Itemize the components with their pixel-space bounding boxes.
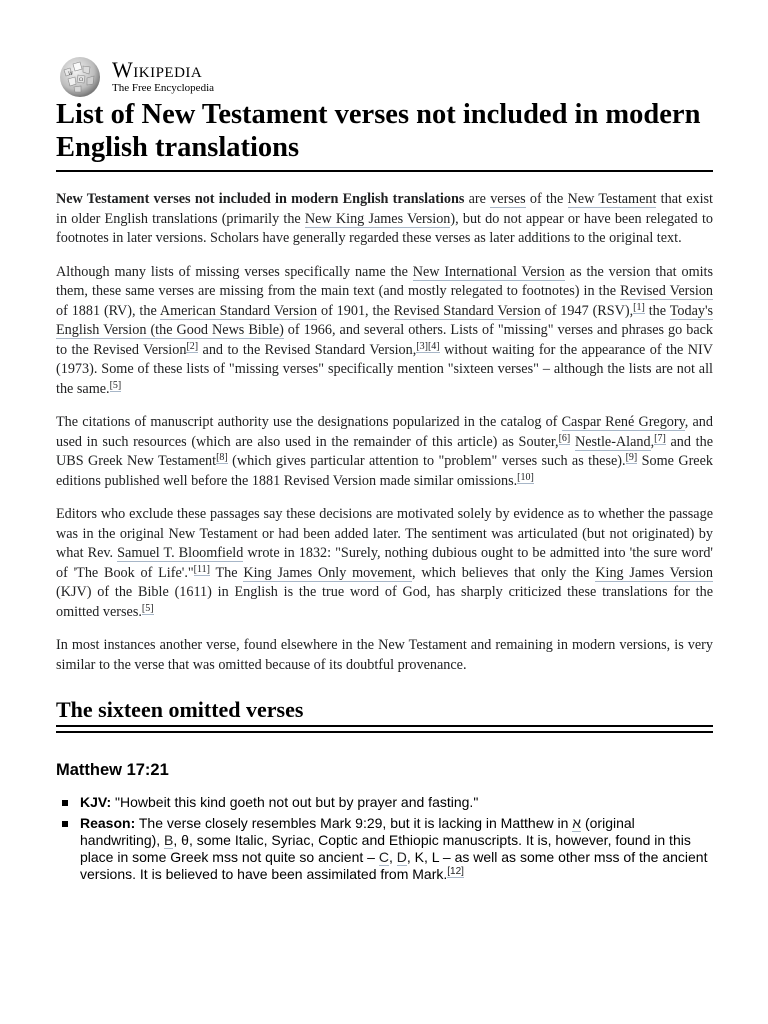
link-king-james-only-movement[interactable]: King James Only movement bbox=[243, 564, 413, 581]
site-tagline: The Free Encyclopedia bbox=[112, 81, 215, 94]
text: , bbox=[650, 433, 655, 450]
intro-paragraph-4 bbox=[56, 505, 713, 622]
intro-paragraph-1 bbox=[56, 190, 713, 249]
citation-2[interactable]: [2] bbox=[186, 340, 199, 352]
kjv-label: KJV: bbox=[80, 794, 112, 810]
text: , which believes that only the bbox=[412, 564, 596, 581]
intro-paragraph-2 bbox=[56, 263, 713, 400]
text: , θ, some Italic, Syriac, Coptic and Ethiopic manuscripts. It is, however, found in this place in some Greek mss not quite so ancient – bbox=[80, 832, 691, 865]
text: Some Greek editions published well before the 1881 Revised Version made similar omissions. bbox=[56, 453, 713, 489]
text: of 1947 (RSV), bbox=[540, 302, 634, 319]
bold-term: New Testament verses not included in modern English translations bbox=[56, 191, 465, 207]
citation-9[interactable]: [9] bbox=[625, 452, 638, 463]
text: as the version that omits them, these same verses are missing from the main text (and mostly relegated to footnotes) in the bbox=[56, 263, 714, 299]
citation-8[interactable]: [8] bbox=[216, 452, 228, 463]
link-king-james-version[interactable]: King James Version bbox=[595, 564, 713, 581]
link-nestle-aland[interactable]: Nestle-Aland bbox=[574, 433, 651, 450]
citation-7[interactable]: [7] bbox=[654, 432, 666, 444]
link-codex-b[interactable]: B bbox=[164, 832, 174, 848]
citation-6[interactable]: [6] bbox=[558, 432, 571, 444]
citation-10[interactable]: [10] bbox=[517, 471, 534, 483]
text: , bbox=[388, 849, 397, 865]
text: (which gives particular attention to "problem" verses such as these). bbox=[227, 453, 626, 469]
text: and to the Revised Standard Version, bbox=[198, 341, 417, 358]
link-new-testament[interactable]: New Testament bbox=[567, 191, 657, 207]
wikipedia-globe-icon[interactable] bbox=[56, 54, 104, 98]
list-item-kjv bbox=[80, 794, 713, 811]
citation-5[interactable]: [5] bbox=[109, 379, 122, 391]
text: are bbox=[464, 191, 491, 207]
text: The verse closely resembles Mark 9:29, but it is lacking in Matthew in bbox=[135, 815, 573, 831]
citation-12[interactable]: [12] bbox=[447, 866, 464, 877]
text: Editors who exclude these passages say these decisions are motivated solely by evidence as to whether the passage was in the original New Testament or had been added later. The sentiment was articulated (but not originated) by what Rev. bbox=[56, 506, 713, 561]
intro-paragraph-5: In most instances another verse, found elsewhere in the New Testament and remaining in modern versions, is very similar to the verse that was omitted because of its doubtful provenance. bbox=[56, 637, 713, 673]
link-revised-standard-version[interactable]: Revised Standard Version bbox=[393, 302, 541, 319]
section-divider bbox=[56, 731, 713, 733]
text: The citations of manuscript authority use the designations popularized in the catalog of bbox=[56, 414, 562, 430]
text: , K, L – as well as some other mss of the ancient versions. It is believed to have been assimilated from Mark. bbox=[80, 849, 708, 882]
citation-4[interactable]: [4] bbox=[427, 340, 440, 352]
article-content bbox=[56, 98, 713, 887]
link-codex-d[interactable]: D bbox=[396, 849, 407, 865]
subsection-heading: Matthew 17:21 bbox=[56, 761, 169, 779]
text: without waiting for the appearance of the NIV (1973). Some of these lists of "missing verses" specifically mention "sixteen verses" – although the lists are not all the same. bbox=[56, 341, 713, 397]
verse-details-list bbox=[56, 794, 713, 883]
section-heading: The sixteen omitted verses bbox=[56, 697, 713, 727]
reason-label: Reason: bbox=[80, 815, 136, 831]
text: Although many lists of missing verses specifically name the bbox=[56, 263, 413, 280]
citation-3[interactable]: [3] bbox=[416, 340, 428, 352]
citation-1[interactable]: [1] bbox=[633, 301, 645, 313]
text: wrote in 1832: "Surely, nothing dubious ought to be admitted into 'the sure word' of 'The Book of Life'." bbox=[56, 545, 713, 581]
link-todays-english-version[interactable]: Today's English Version (the Good News Bible) bbox=[56, 302, 714, 338]
svg-text:W: W bbox=[68, 71, 74, 77]
citation-11[interactable]: [11] bbox=[193, 563, 210, 575]
link-new-international-version[interactable]: New International Version bbox=[412, 263, 565, 280]
text: ), but do not appear or have been relegated to footnotes in later versions. Scholars have generally regarded these verses as later additions to the original text. bbox=[56, 210, 713, 246]
link-revised-version[interactable]: Revised Version bbox=[620, 283, 714, 299]
link-verses[interactable]: verses bbox=[490, 191, 526, 207]
site-header bbox=[56, 54, 214, 98]
link-caspar-rene-gregory[interactable]: Caspar René Gregory bbox=[561, 414, 685, 430]
intro-paragraph-3 bbox=[56, 413, 713, 491]
list-item-reason bbox=[80, 815, 713, 883]
svg-text:Ω: Ω bbox=[79, 77, 84, 83]
page-title: List of New Testament verses not included in modern English translations bbox=[56, 98, 713, 172]
text: that exist in older English translations (primarily the bbox=[56, 191, 713, 227]
text: the bbox=[644, 302, 670, 319]
text: (KJV) of the Bible (1611) in English is the true word of God, has sharply criticized these translations for the omitted verses. bbox=[56, 584, 713, 620]
text: of 1966, and several others. Lists of "missing" verses and phrases go back to the Revised Version bbox=[56, 322, 714, 358]
text: of the bbox=[525, 191, 568, 207]
text: , and used in such resources (which are also used in the remainder of this article) as Souter, bbox=[56, 414, 713, 450]
link-new-king-james-version[interactable]: New King James Version bbox=[304, 210, 451, 227]
site-name: Wikipedia bbox=[112, 56, 203, 82]
citation-5b[interactable]: [5] bbox=[141, 602, 154, 614]
text: and the UBS Greek New Testament bbox=[56, 433, 714, 469]
link-samuel-t-bloomfield[interactable]: Samuel T. Bloomfield bbox=[117, 545, 244, 561]
kjv-text: "Howbeit this kind goeth not out but by prayer and fasting." bbox=[111, 794, 479, 810]
link-american-standard-version[interactable]: American Standard Version bbox=[159, 302, 318, 319]
wordmark[interactable] bbox=[112, 56, 215, 94]
text: (original handwriting), bbox=[80, 815, 635, 848]
text: of 1881 (RV), the bbox=[56, 302, 160, 319]
text: of 1901, the bbox=[317, 302, 394, 319]
link-codex-sinaiticus[interactable]: א bbox=[572, 815, 582, 831]
link-codex-c[interactable]: C bbox=[378, 849, 389, 865]
text: The bbox=[209, 564, 244, 581]
